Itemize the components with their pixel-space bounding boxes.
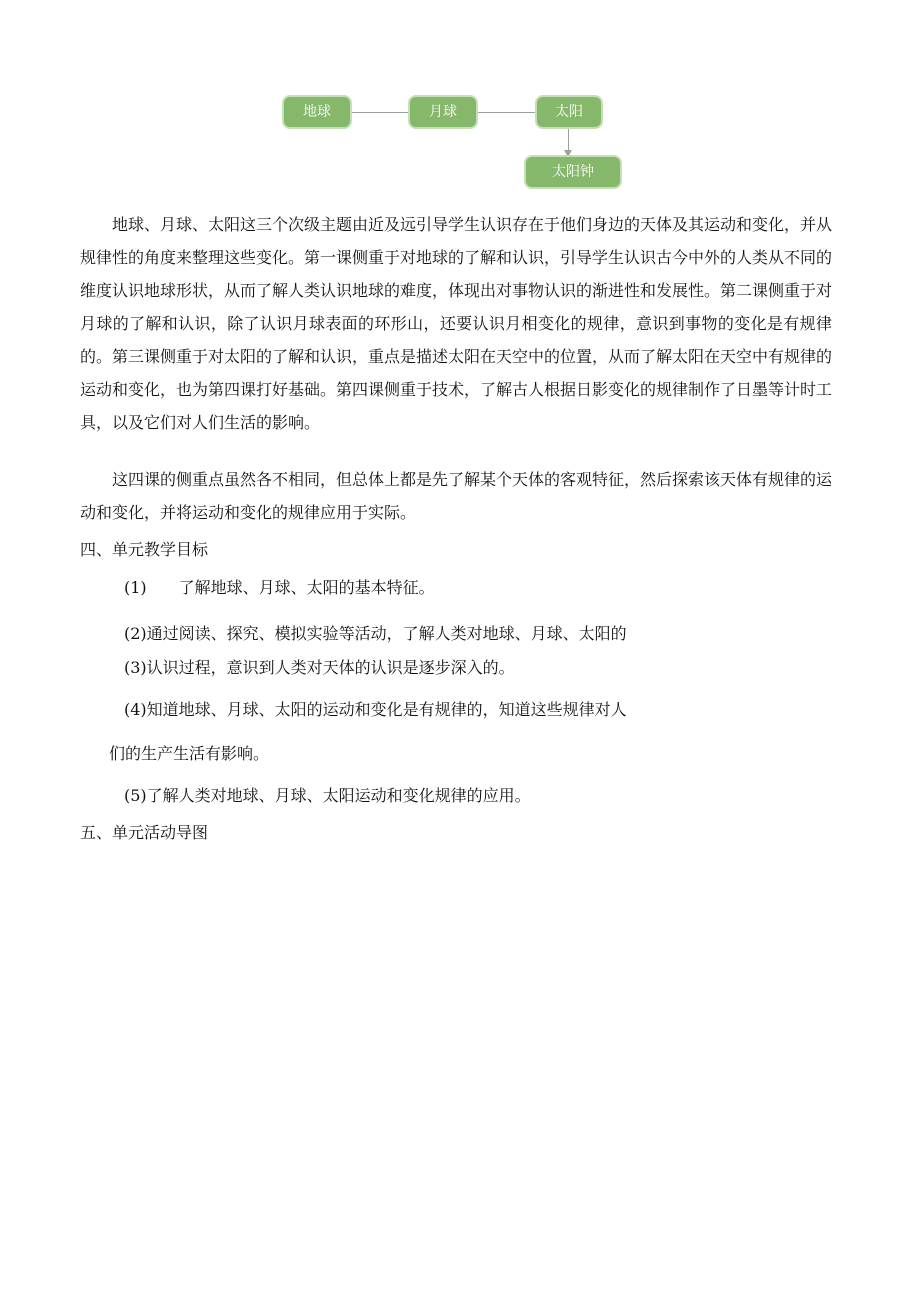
node-moon: 月球: [410, 97, 476, 127]
objective-item: (3)认识过程，意识到人类对天体的认识是逐步深入的。: [124, 658, 515, 677]
objective-item-continuation: 们的生产生活有影响。: [109, 744, 270, 763]
paragraph-overview: 地球、月球、太阳这三个次级主题由近及远引导学生认识存在于他们身边的天体及其运动和变化，并从规律性的角度来整理这些变化。第一课侧重于对地球的了解和认识，引导学生认识古今中外的人类从不同的维度认识地球形状，从而了解人类认识地球的难度，体现出对事物认识的渐进性和发展性。第二课侧重于对月球的了解和认识，除了认识月球表面的环形山，还要认识月相变化的规律，意识到事物的变化是有规律的。第三课侧重于对太阳的了解和认识，重点是描述太阳在天空中的位置，从而了解太阳在天空中有规律的运动和变化，也为第四课打好基础。第四课侧重于技术，了解古人根据日影变化的规律制作了日墨等计时工具，以及它们对人们生活的影响。: [80, 215, 833, 432]
section-heading-activity-map: 五、单元活动导图: [80, 823, 209, 842]
arrow-down-icon: [564, 150, 572, 157]
section-heading-objectives: 四、单元教学目标: [80, 540, 209, 559]
connector-sun-sundial: [568, 127, 569, 151]
connector-earth-moon: [350, 112, 410, 113]
paragraph-summary: 这四课的侧重点虽然各不相同，但总体上都是先了解某个天体的客观特征，然后探索该天体有规律的运动和变化，并将运动和变化的规律应用于实际。: [80, 470, 833, 522]
objective-item: (1) 了解地球、月球、太阳的基本特征。: [124, 578, 435, 597]
connector-moon-sun: [476, 112, 537, 113]
node-sundial: 太阳钟: [526, 157, 620, 187]
flow-diagram: [0, 0, 920, 200]
node-earth: 地球: [284, 97, 350, 127]
objective-item: (4)知道地球、月球、太阳的运动和变化是有规律的，知道这些规律对人: [124, 700, 627, 719]
objective-item: (2)通过阅读、探究、模拟实验等活动，了解人类对地球、月球、太阳的: [124, 624, 627, 643]
node-sun: 太阳: [537, 97, 601, 127]
objective-item: (5)了解人类对地球、月球、太阳运动和变化规律的应用。: [124, 786, 531, 805]
